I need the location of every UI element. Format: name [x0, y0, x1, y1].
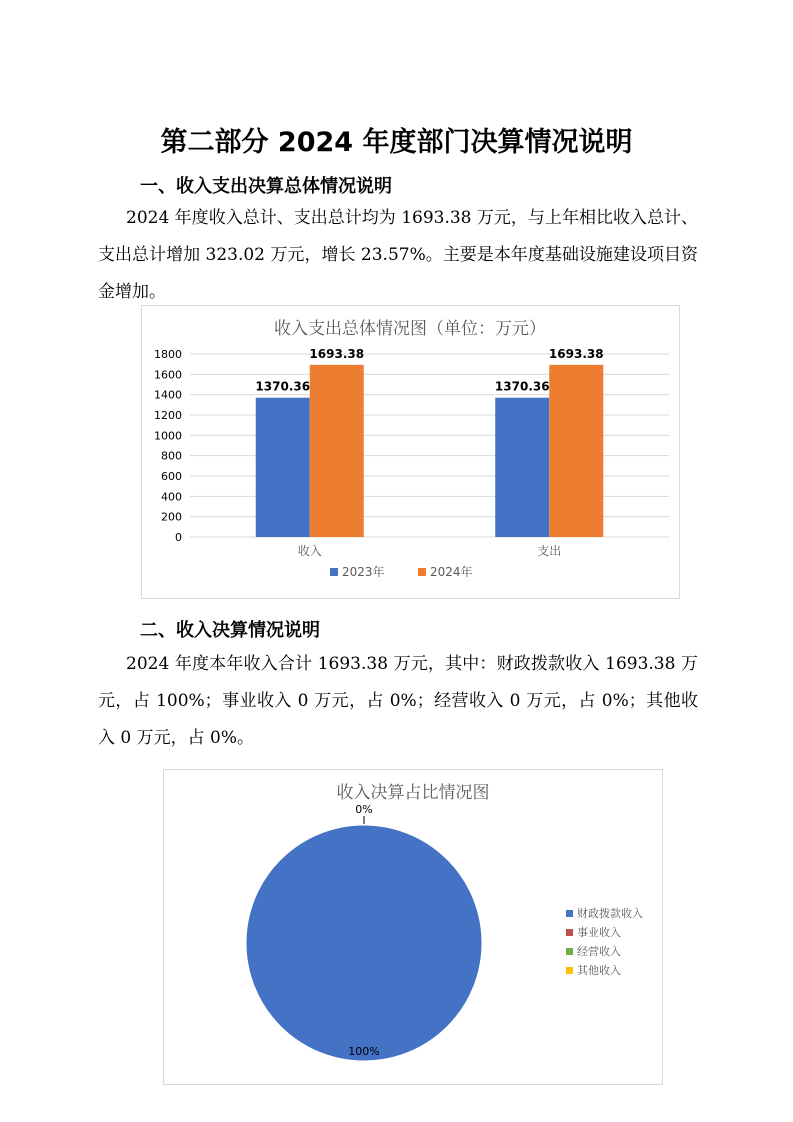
section-paragraph-income	[98, 646, 698, 757]
y-tick-label: 200	[161, 510, 182, 524]
y-tick-label: 800	[161, 449, 182, 463]
y-tick-label: 400	[161, 490, 182, 504]
chart-title: 收入决算占比情况图	[336, 783, 490, 803]
section-heading-income: 二、收入决算情况说明	[140, 620, 320, 641]
section-paragraph-overview	[98, 200, 698, 311]
legend-label: 事业收入	[577, 926, 621, 939]
data-label: 0%	[355, 803, 373, 816]
legend-swatch	[330, 568, 338, 576]
page-title: 第二部分 2024 年度部门决算情况说明	[160, 127, 633, 158]
pie-chart	[164, 770, 662, 1084]
pie-slice	[246, 825, 482, 1061]
legend-swatch	[566, 967, 573, 974]
bar	[495, 398, 549, 537]
bar	[549, 365, 603, 537]
data-label: 1693.38	[309, 346, 365, 361]
data-label: 100%	[348, 1045, 380, 1058]
bar	[256, 398, 310, 537]
legend-label: 2024年	[430, 565, 473, 579]
legend-label: 经营收入	[577, 945, 621, 958]
x-tick-label: 支出	[537, 544, 562, 558]
y-tick-label: 1600	[154, 368, 182, 382]
data-label: 1370.36	[494, 379, 550, 394]
legend-swatch	[566, 910, 573, 917]
legend-label: 财政拨款收入	[577, 907, 643, 920]
bar-chart-container	[141, 305, 680, 599]
bar	[310, 365, 364, 537]
y-tick-label: 600	[161, 470, 182, 483]
y-tick-label: 1800	[154, 348, 182, 361]
paragraph-text: 2024 年度收入总计、支出总计均为 1693.38 万元，与上年相比收入总计、支出总计增加 323.02 万元，增长 23.57%。主要是本年度基础设施建设项目资金增加。	[98, 208, 698, 302]
bar-chart	[142, 306, 679, 598]
x-tick-label: 收入	[297, 544, 322, 558]
pie-chart-container	[163, 769, 663, 1085]
chart-title: 收入支出总体情况图（单位：万元）	[274, 319, 546, 339]
legend-label: 2023年	[342, 565, 385, 579]
legend-swatch	[566, 929, 573, 936]
y-tick-label: 0	[175, 531, 182, 544]
legend-swatch	[566, 948, 573, 955]
paragraph-text: 2024 年度本年收入合计 1693.38 万元，其中：财政拨款收入 1693.38 万元，占 100%；事业收入 0 万元，占 0%；经营收入 0 万元，占 0%；其他收入 0 万元，占 0%。	[98, 654, 698, 748]
section-heading-overview: 一、收入支出决算总体情况说明	[140, 176, 392, 197]
legend-label: 其他收入	[577, 964, 621, 977]
y-tick-label: 1200	[154, 409, 182, 422]
legend-swatch	[418, 568, 426, 576]
data-label: 1693.38	[548, 346, 604, 361]
y-tick-label: 1400	[154, 388, 182, 402]
y-tick-label: 1000	[154, 429, 182, 443]
data-label: 1370.36	[255, 379, 311, 394]
